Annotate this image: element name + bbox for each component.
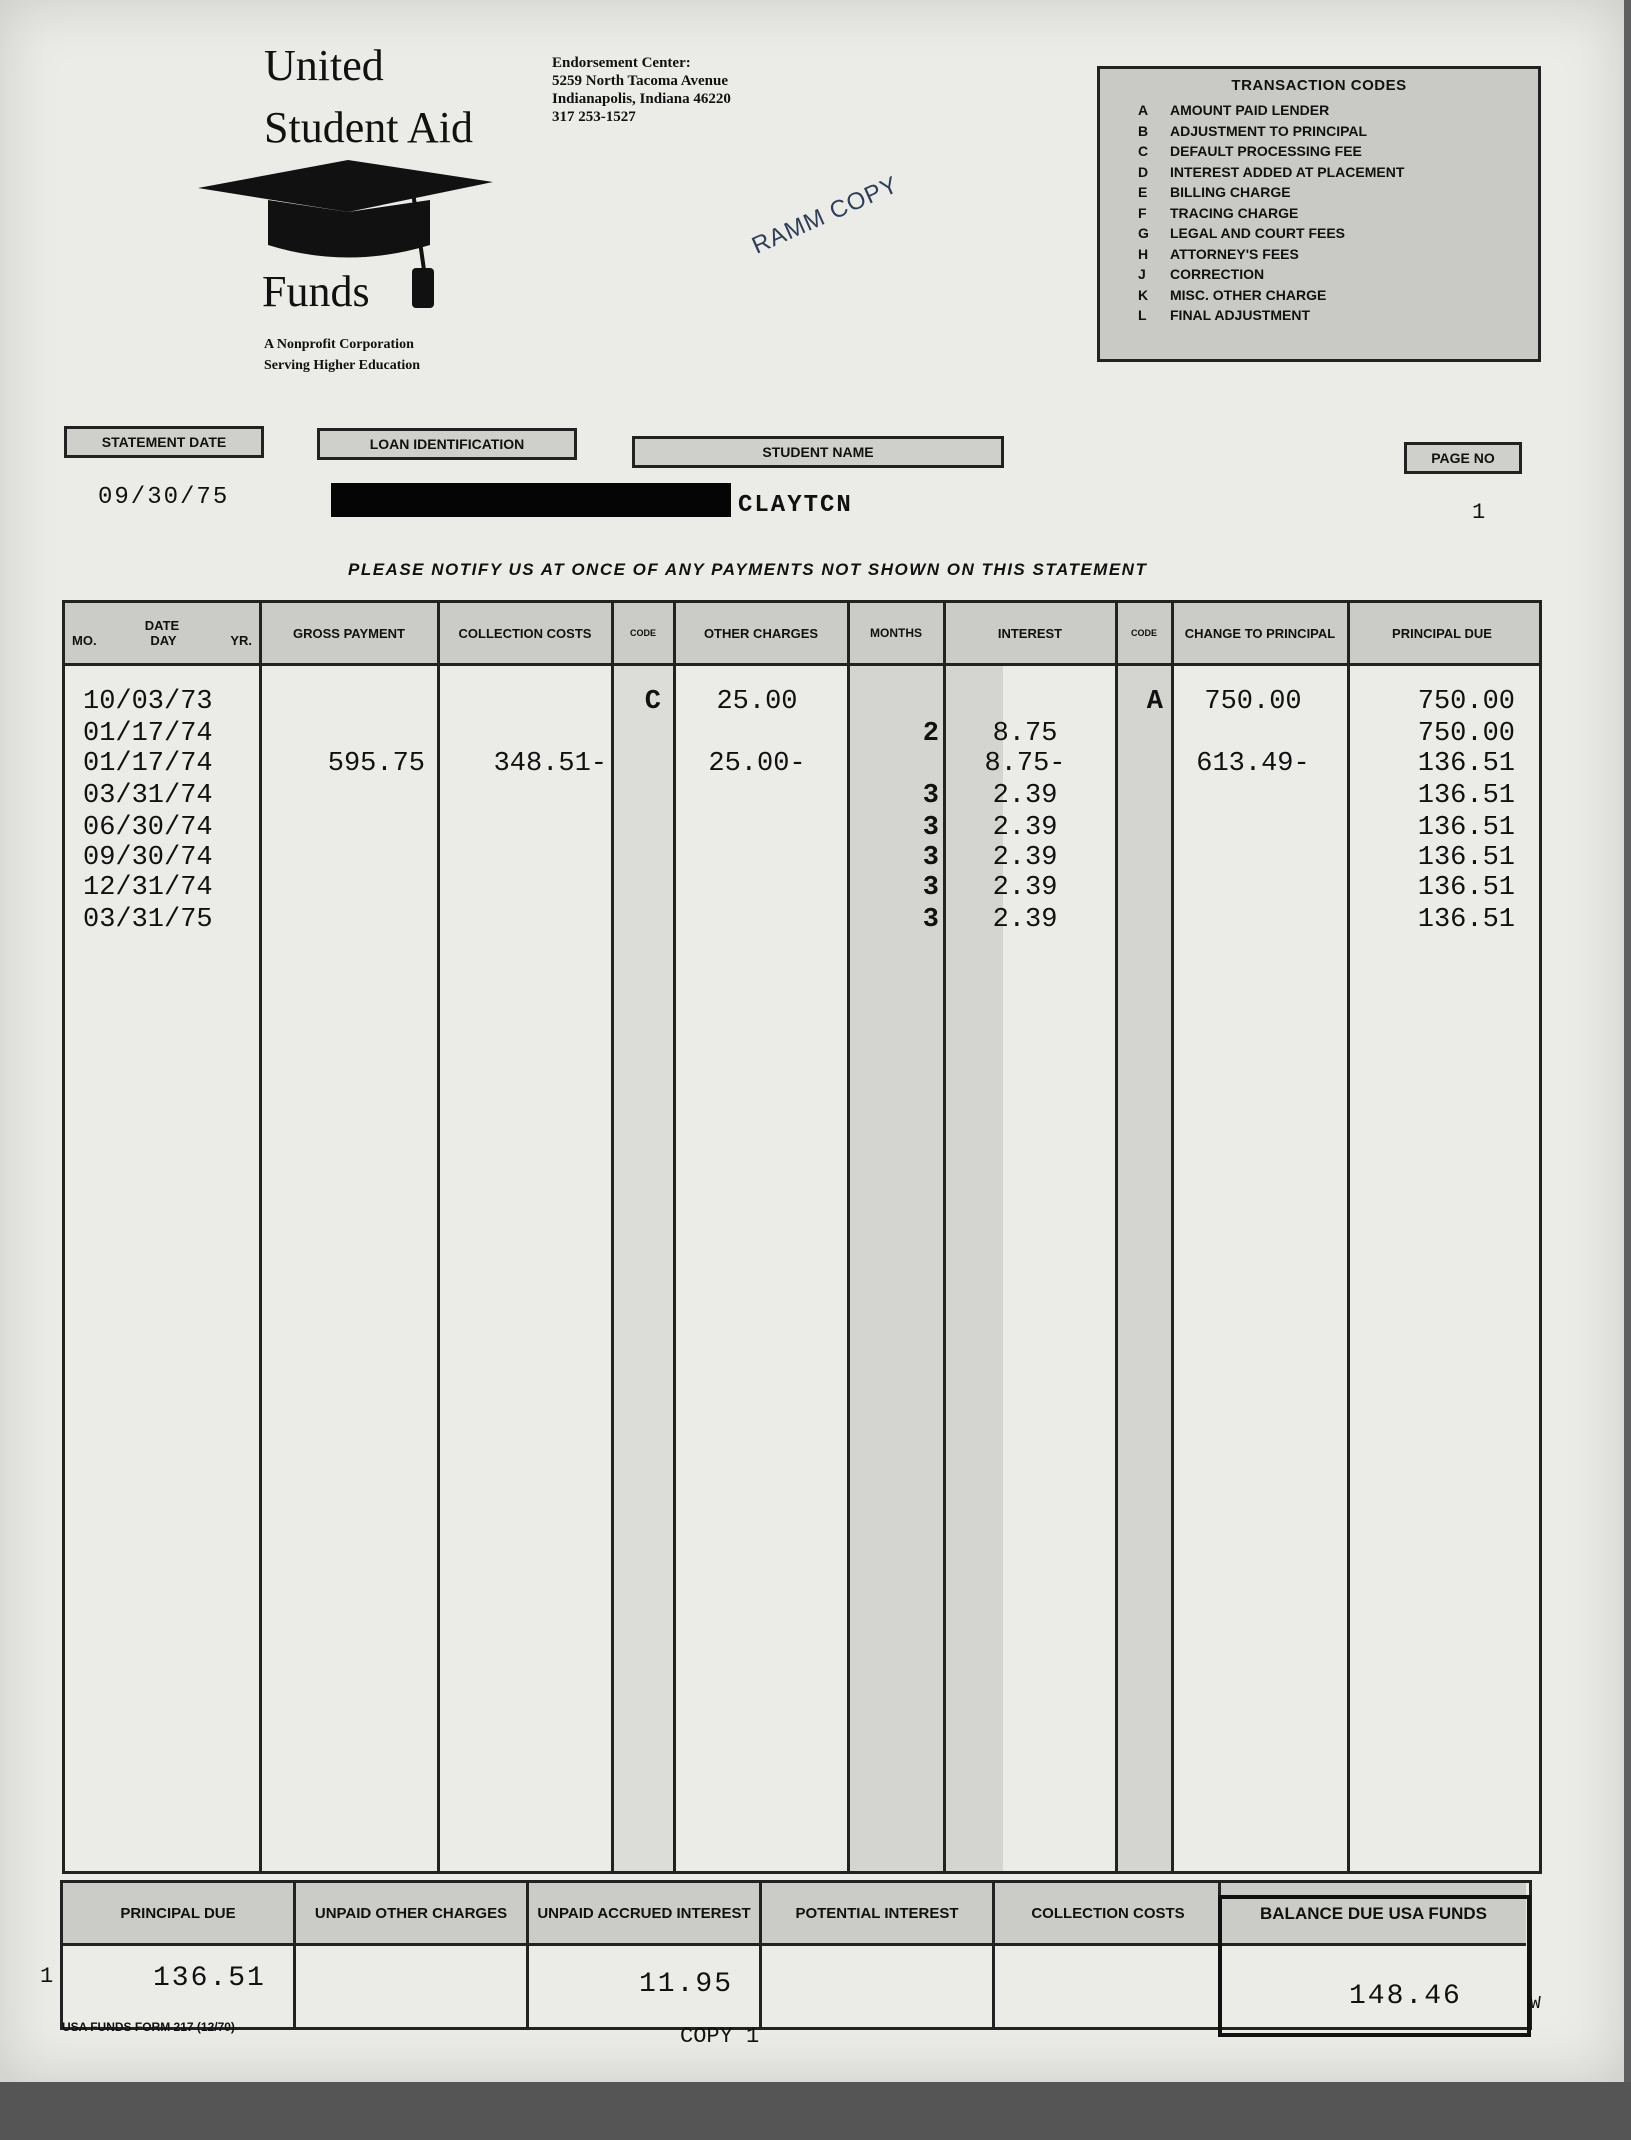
summary-unpaid-other-charges-header: UNPAID OTHER CHARGES (296, 1883, 526, 1946)
date-header (65, 603, 259, 663)
transaction-code-item (1138, 121, 1538, 142)
transaction-code-label: LEGAL AND COURT FEES (1170, 225, 1346, 241)
transaction-code-label: ATTORNEY'S FEES (1170, 245, 1299, 262)
collection-costs-cell: 348.51- (493, 749, 607, 779)
column-divider (1115, 603, 1118, 1871)
change-to-principal-header: CHANGE TO PRINCIPAL (1184, 625, 1336, 641)
student-name-label: STUDENT NAME (632, 436, 1004, 468)
date-cell: 01/17/74 (83, 749, 213, 779)
transaction-code-item (1138, 141, 1538, 162)
transaction-code-label: CORRECTION (1170, 266, 1265, 282)
transaction-code-item (1138, 100, 1538, 121)
student-name-value: CLAYTCN (738, 492, 853, 519)
date-cell: 01/17/74 (83, 719, 213, 749)
summary-unpaid-accrued-interest-value: 11.95 (639, 1969, 734, 2000)
column-divider (611, 603, 614, 1871)
logo-tagline-2: Serving Higher Education (264, 358, 421, 373)
transaction-code-item (1138, 305, 1538, 326)
transaction-code-letter: A (1138, 102, 1149, 118)
date-cell: 09/30/74 (83, 843, 213, 873)
transaction-codes-title: TRANSACTION CODES (1231, 77, 1407, 94)
transaction-code-letter: H (1138, 245, 1149, 262)
summary-balance-due-header: BALANCE DUE USA FUNDS (1221, 1883, 1526, 1946)
months-cell: 3 (922, 781, 939, 811)
transactions-table (62, 600, 1542, 1874)
transaction-code-item (1138, 244, 1538, 265)
change-to-principal-cell: 613.49- (1196, 749, 1310, 779)
other-charges-cell: 25.00 (716, 687, 798, 717)
principal-due-header: PRINCIPAL DUE (1392, 625, 1492, 641)
transaction-code-letter: F (1138, 204, 1147, 221)
address-line-2: 5259 North Tacoma Avenue (552, 73, 728, 89)
transaction-code-label: ADJUSTMENT TO PRINCIPAL (1170, 122, 1368, 139)
gross-payment-cell: 595.75 (327, 749, 425, 779)
date-cell: 12/31/74 (83, 873, 213, 903)
column-divider (259, 603, 262, 1871)
day-header: DAY (150, 633, 177, 648)
transaction-code-letter: E (1138, 184, 1148, 200)
date-cell: 06/30/74 (83, 813, 213, 843)
principal-due-cell: 136.51 (1417, 873, 1515, 903)
logo-tagline-1: A Nonprofit Corporation (264, 337, 414, 352)
code-column-shade (1116, 666, 1171, 1871)
interest-cell: 2.39 (992, 813, 1058, 843)
date-header-label: DATE (144, 618, 180, 633)
interest-cell: 8.75- (984, 749, 1066, 779)
date-cell: 10/03/73 (83, 687, 213, 717)
principal-due-cell: 750.00 (1417, 687, 1515, 717)
collection-costs-header: COLLECTION COSTS (458, 625, 592, 641)
months-cell: 3 (922, 873, 939, 903)
other-charges-cell: 25.00- (708, 749, 806, 779)
principal-due-cell: 136.51 (1417, 843, 1515, 873)
principal-due-cell: 136.51 (1417, 781, 1515, 811)
summary-suffix: W (1530, 1994, 1541, 2014)
gross-payment-header: GROSS PAYMENT (293, 625, 405, 641)
months-header: MONTHS (870, 625, 922, 640)
transaction-code-label: TRACING CHARGE (1170, 204, 1299, 221)
interest-cell: 2.39 (992, 905, 1058, 935)
page-no-value: 1 (1472, 500, 1488, 525)
redacted-loan-id (331, 483, 731, 517)
address-line-4: 317 253-1527 (552, 109, 636, 125)
summary-balance-due-value: 148.46 (1349, 1981, 1462, 2012)
payment-notice: PLEASE NOTIFY US AT ONCE OF ANY PAYMENTS NOT SHOWN ON THIS STATEMENT (348, 560, 1148, 579)
transaction-code-letter: J (1138, 266, 1146, 282)
summary-divider (526, 1883, 529, 2027)
address-line-1: Endorsement Center: (552, 55, 691, 71)
transaction-code-item (1138, 285, 1538, 306)
date-cell: 03/31/75 (83, 905, 213, 935)
transaction-code-label: AMOUNT PAID LENDER (1170, 102, 1330, 118)
principal-due-cell: 136.51 (1417, 749, 1515, 779)
transaction-codes-box (1097, 66, 1541, 362)
transaction-code-letter: B (1138, 122, 1149, 139)
principal-due-cell: 136.51 (1417, 905, 1515, 935)
summary-potential-interest-header: POTENTIAL INTEREST (762, 1883, 992, 1946)
transaction-code-item (1138, 264, 1538, 285)
date-cell: 03/31/74 (83, 781, 213, 811)
transaction-code-item (1138, 223, 1538, 244)
transaction-code-letter: C (1138, 143, 1149, 159)
transaction-code-letter: G (1138, 225, 1149, 241)
summary-unpaid-accrued-interest-header: UNPAID ACCRUED INTEREST (529, 1883, 759, 1946)
interest-header: INTEREST (997, 625, 1063, 641)
months-cell: 3 (922, 813, 939, 843)
logo-line-1: United (264, 41, 384, 90)
interest-cell: 2.39 (992, 843, 1058, 873)
summary-principal-due-header: PRINCIPAL DUE (63, 1883, 293, 1946)
code2-cell: A (1146, 687, 1163, 717)
form-id: USA FUNDS FORM 217 (12/70) (62, 2020, 235, 2034)
months-cell: 2 (922, 719, 939, 749)
background-strip (0, 2082, 1631, 2140)
page-no-label: PAGE NO (1404, 442, 1522, 474)
balance-due-box (1218, 1895, 1531, 2037)
summary-divider (293, 1883, 296, 2027)
statement-date-label: STATEMENT DATE (64, 426, 264, 458)
code1-header: CODE (629, 627, 656, 638)
summary-principal-due-value: 136.51 (153, 1963, 266, 1994)
principal-due-cell: 136.51 (1417, 813, 1515, 843)
transaction-code-letter: K (1138, 286, 1149, 303)
interest-cell: 8.75 (992, 719, 1058, 749)
transaction-code-item (1138, 182, 1538, 203)
ramm-copy-stamp: RAMM COPY (748, 171, 903, 260)
interest-cell: 2.39 (992, 873, 1058, 903)
interest-cell: 2.39 (992, 781, 1058, 811)
table-header-row (65, 603, 1539, 666)
transaction-code-item (1138, 203, 1538, 224)
summary-divider (759, 1883, 762, 2027)
code1-column-shade (613, 666, 673, 1871)
summary-row-marker: 1 (40, 1964, 54, 1989)
transaction-code-letter: D (1138, 163, 1149, 180)
logo-line-2: Student Aid (264, 103, 474, 152)
date-subheaders (72, 633, 252, 648)
statement-date-value: 09/30/75 (98, 484, 230, 511)
change-to-principal-cell: 750.00 (1204, 687, 1302, 717)
address-line-3: Indianapolis, Indiana 46220 (552, 91, 731, 107)
transaction-code-label: BILLING CHARGE (1170, 184, 1291, 200)
column-divider (437, 603, 440, 1871)
summary-divider (992, 1883, 995, 2027)
code2-header: CODE (1130, 627, 1157, 638)
transaction-code-item (1138, 162, 1538, 183)
months-cell: 3 (922, 905, 939, 935)
transaction-code-label: FINAL ADJUSTMENT (1170, 307, 1310, 323)
logo-line-3: Funds (262, 267, 370, 316)
transaction-code-label: MISC. OTHER CHARGE (1170, 286, 1327, 303)
loan-identification-label: LOAN IDENTIFICATION (317, 428, 577, 460)
transaction-codes-list (1100, 100, 1538, 326)
other-charges-header: OTHER CHARGES (703, 625, 819, 641)
mo-header: MO. (72, 633, 97, 648)
summary-collection-costs-header: COLLECTION COSTS (995, 1883, 1221, 1946)
yr-header: YR. (230, 633, 252, 648)
code1-cell: C (644, 687, 661, 717)
transaction-code-label: DEFAULT PROCESSING FEE (1170, 143, 1362, 159)
principal-due-cell: 750.00 (1417, 719, 1515, 749)
copy-label: COPY 1 (680, 2024, 760, 2049)
transaction-code-label: INTEREST ADDED AT PLACEMENT (1170, 163, 1405, 180)
months-cell: 3 (922, 843, 939, 873)
column-divider (1171, 603, 1174, 1871)
transaction-code-letter: L (1138, 307, 1147, 323)
endorsement-address (552, 54, 731, 126)
column-divider (673, 603, 676, 1871)
